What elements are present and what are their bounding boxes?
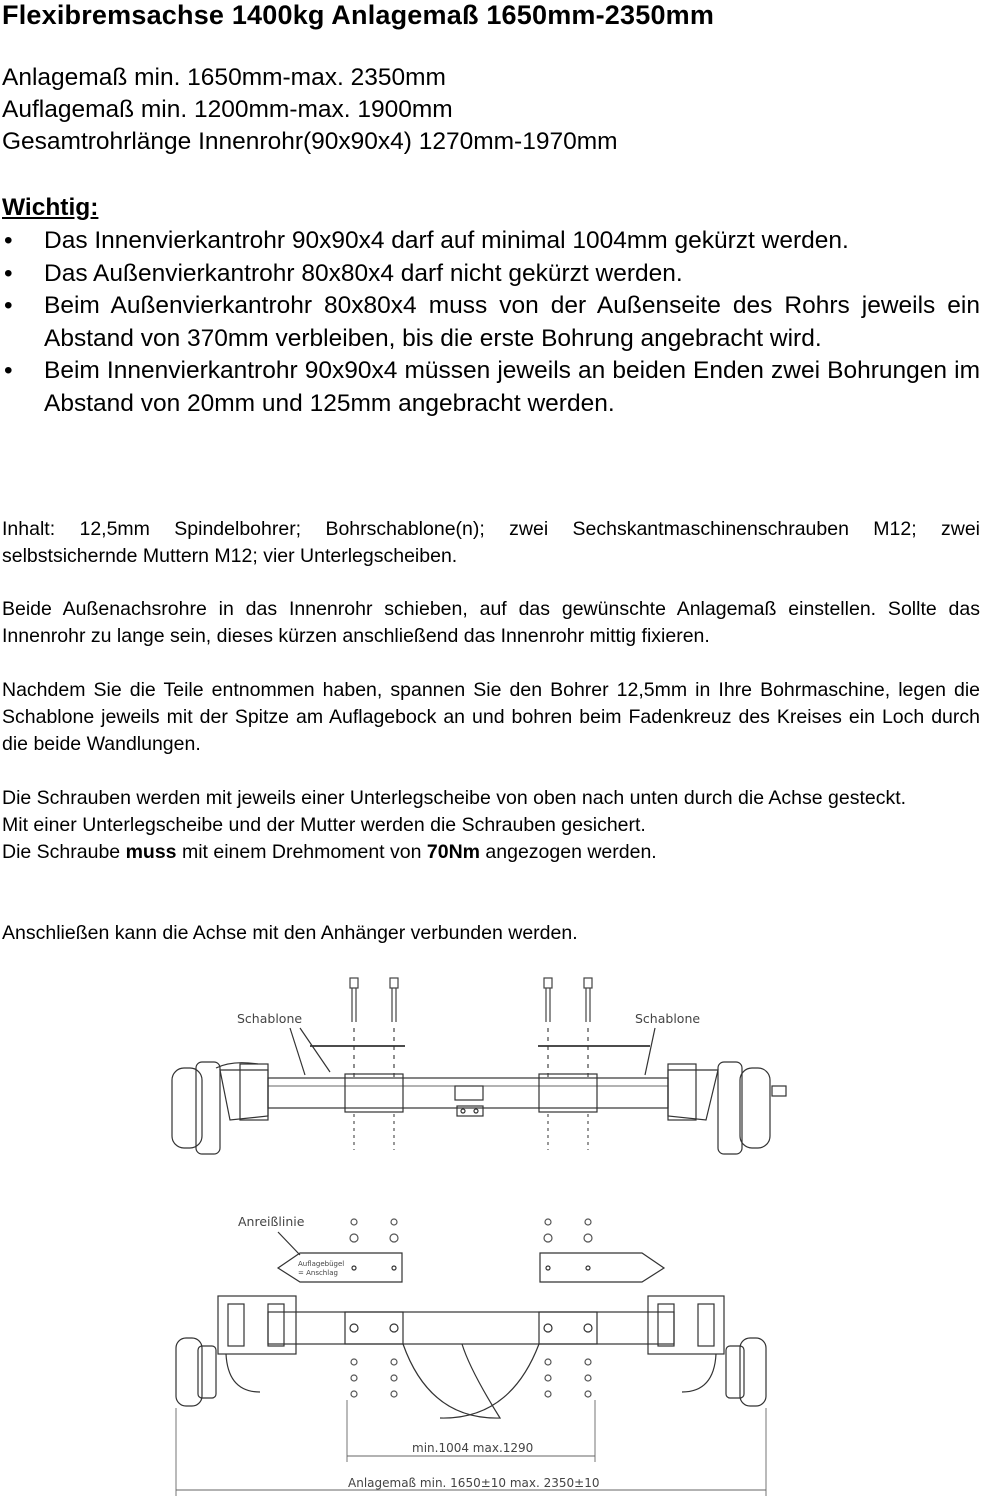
torque-emphasis: muss <box>125 841 177 863</box>
brake-drum-left-icon <box>172 1062 268 1154</box>
spec-auflagemass: Auflagemaß min. 1200mm-max. 1900mm <box>2 96 453 123</box>
template-label-left: Schablone <box>237 1011 303 1026</box>
step-bolts-paragraph <box>2 785 980 866</box>
bolts-secure-line: Mit einer Unterlegscheibe und der Mutter werden die Schrauben gesichert. <box>2 814 646 836</box>
important-heading: Wichtig: <box>2 194 99 221</box>
dimension-inner-tube: min.1004 max.1290 <box>412 1441 534 1455</box>
bolt-icons <box>350 978 592 1080</box>
axle-assembly-drawing <box>0 960 982 1500</box>
step-assemble-paragraph: Beide Außenachsrohre in das Innenrohr schieben, auf das gewünschte Anlagemaß einstellen. Sollte das Innenrohr zu lange sein, dieses kürzen anschließend das Innenrohr mittig fixieren. <box>2 598 980 647</box>
step-drill-paragraph: Nachdem Sie die Teile entnommen haben, spannen Sie den Bohrer 12,5mm in Ihre Bohrmaschine, legen die Schablone jeweils mit der Spitze am Auflagebock an und bohren beim Fadenkreuz des Kreises ein Loch durch die beide Wandlungen. <box>2 679 980 755</box>
scribe-line-label: Anreißlinie <box>238 1214 305 1229</box>
torque-text: angezogen werden. <box>480 841 657 863</box>
wheel-hub-left-icon <box>176 1338 216 1406</box>
torque-line <box>2 839 980 866</box>
spec-gesamtrohrlaenge: Gesamtrohrlänge Innenrohr(90x90x4) 1270mm-1970mm <box>2 128 618 155</box>
lower-axle-drawing <box>176 1214 766 1496</box>
important-item: • Das Außenvierkantrohr 80x80x4 darf nicht gekürzt werden. <box>2 258 980 291</box>
wheel-hub-right-icon <box>726 1338 766 1406</box>
important-list <box>2 225 980 420</box>
content-paragraph: Inhalt: 12,5mm Spindelbohrer; Bohrschablone(n); zwei Sechskantmaschinenschrauben M12; zwei selbstsichernde Muttern M12; vier Unterlegscheiben. <box>2 518 980 567</box>
template-tag-label: = Anschlag <box>298 1269 338 1277</box>
torque-value: 70Nm <box>426 841 480 863</box>
template-label-right: Schablone <box>635 1011 701 1026</box>
upper-axle-drawing <box>172 978 786 1154</box>
bolts-line: Die Schrauben werden mit jeweils einer Unterlegscheibe von oben nach unten durch die Achse gesteckt. <box>2 787 907 809</box>
page-title: Flexibremsachse 1400kg Anlagemaß 1650mm-2350mm <box>2 0 715 30</box>
spec-anlagemass: Anlagemaß min. 1650mm-max. 2350mm <box>2 64 446 91</box>
important-item: • Das Innenvierkantrohr 90x90x4 darf auf minimal 1004mm gekürzt werden. <box>2 225 980 258</box>
dimension-overall: Anlagemaß min. 1650±10 max. 2350±10 <box>348 1476 600 1490</box>
step-connect-paragraph: Anschließen kann die Achse mit den Anhänger verbunden werden. <box>2 922 578 944</box>
torque-text: Die Schraube <box>2 841 126 863</box>
template-tag-label: Auflagebügel <box>298 1260 345 1268</box>
brake-drum-right-icon <box>668 1062 786 1154</box>
torque-text: mit einem Drehmoment von <box>176 841 427 863</box>
spec-list <box>2 62 618 158</box>
important-item: • Beim Außenvierkantrohr 80x80x4 muss von der Außenseite des Rohrs jeweils ein Abstand von 370mm verbleiben, bis die erste Bohrung angebracht wird. <box>2 290 980 355</box>
important-item: • Beim Innenvierkantrohr 90x90x4 müssen jeweils an beiden Enden zwei Bohrungen im Abstand von 20mm und 125mm angebracht werden. <box>2 355 980 420</box>
